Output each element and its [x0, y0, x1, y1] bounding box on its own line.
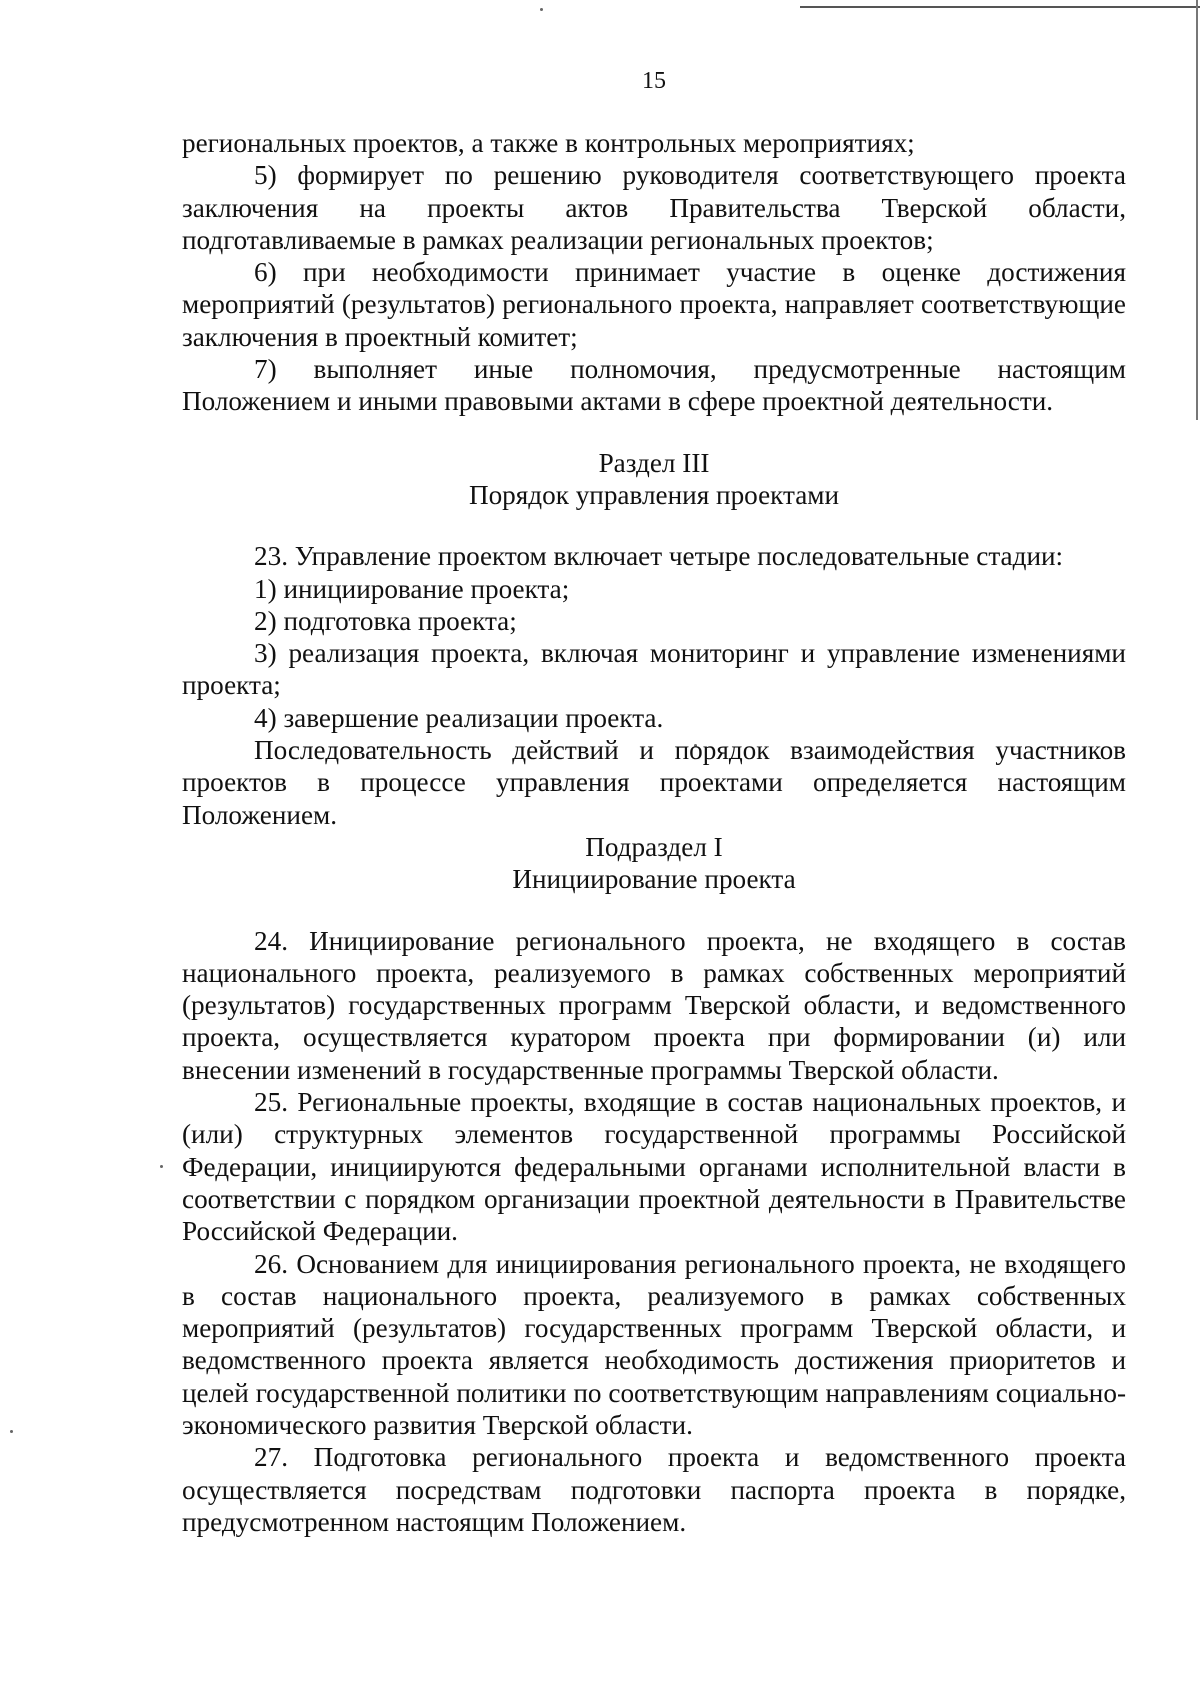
section-heading	[182, 447, 1126, 512]
scan-speck	[10, 1430, 13, 1433]
paragraph: 25. Региональные проекты, входящие в состав национальных проектов, и (или) структурных элементов государственной программы Российской Федерации, инициируются федеральными органами исполнительной власти в соответствии с порядком организации проектной деятельности в Правительстве Российской Федерации.	[182, 1087, 1126, 1247]
paragraph: 23. Управление проектом включает четыре последовательные стадии:	[254, 541, 1064, 572]
document-body	[182, 127, 1126, 1538]
paragraph: 26. Основанием для инициирования регионального проекта, не входящего в состав национального проекта, реализуемого в рамках собственных мероприятий (результатов) государственных программ Тверской области, и ведомственного проекта является необходимость достижения приоритетов и целей государственной политики по соответствующим направлениям социально-экономического развития Тверской области.	[182, 1248, 1126, 1440]
paragraph-group-bottom	[182, 925, 1126, 1539]
list-item: 4) завершение реализации проекта.	[254, 702, 664, 733]
scan-border-top	[800, 6, 1200, 8]
section-number: Раздел III	[598, 447, 710, 478]
subsection-number: Подраздел I	[585, 831, 723, 862]
paragraph: Последовательность действий и порядок взаимодействия участников проектов в процессе управления проектами определяется настоящим Положением.	[182, 735, 1126, 830]
section-title: Порядок управления проектами	[468, 479, 840, 510]
list-item: 3) реализация проекта, включая мониторинг и управление изменениями проекта;	[182, 638, 1126, 701]
list-item: 2) подготовка проекта;	[254, 605, 517, 636]
subsection-heading	[182, 831, 1126, 896]
paragraph: 24. Инициирование регионального проекта, не входящего в состав национального проекта, реализуемого в рамках собственных мероприятий (результатов) государственных программ Тверской области, и ведомственного проекта, осуществляется куратором проекта при формировании (и) или внесении изменений в государственные программы Тверской области.	[182, 925, 1126, 1085]
scan-speck	[540, 8, 543, 11]
paragraph-group-top	[182, 127, 1126, 418]
paragraph: 27. Подготовка регионального проекта и ведомственного проекта осуществляется посредствам подготовки паспорта проекта в порядке, предусмотренном настоящим Положением.	[182, 1442, 1126, 1537]
paragraph: региональных проектов, а также в контрольных мероприятиях;	[182, 128, 915, 158]
page-number: 15	[642, 68, 666, 94]
scan-speck	[160, 1165, 163, 1168]
paragraph-group-middle	[182, 540, 1126, 831]
paragraph: 6) при необходимости принимает участие в оценке достижения мероприятий (результатов) регионального проекта, направляет соответствующие заключения в проектный комитет;	[182, 257, 1126, 352]
scan-border-right	[1196, 0, 1198, 420]
list-item: 1) инициирование проекта;	[254, 573, 570, 604]
paragraph: 5) формирует по решению руководителя соответствующего проекта заключения на проекты актов Правительства Тверской области, подготавливаемые в рамках реализации региональных проектов;	[182, 160, 1126, 255]
paragraph: 7) выполняет иные полномочия, предусмотренные настоящим Положением и иными правовыми актами в сфере проектной деятельности.	[182, 354, 1126, 417]
subsection-title: Инициирование проекта	[512, 864, 796, 895]
